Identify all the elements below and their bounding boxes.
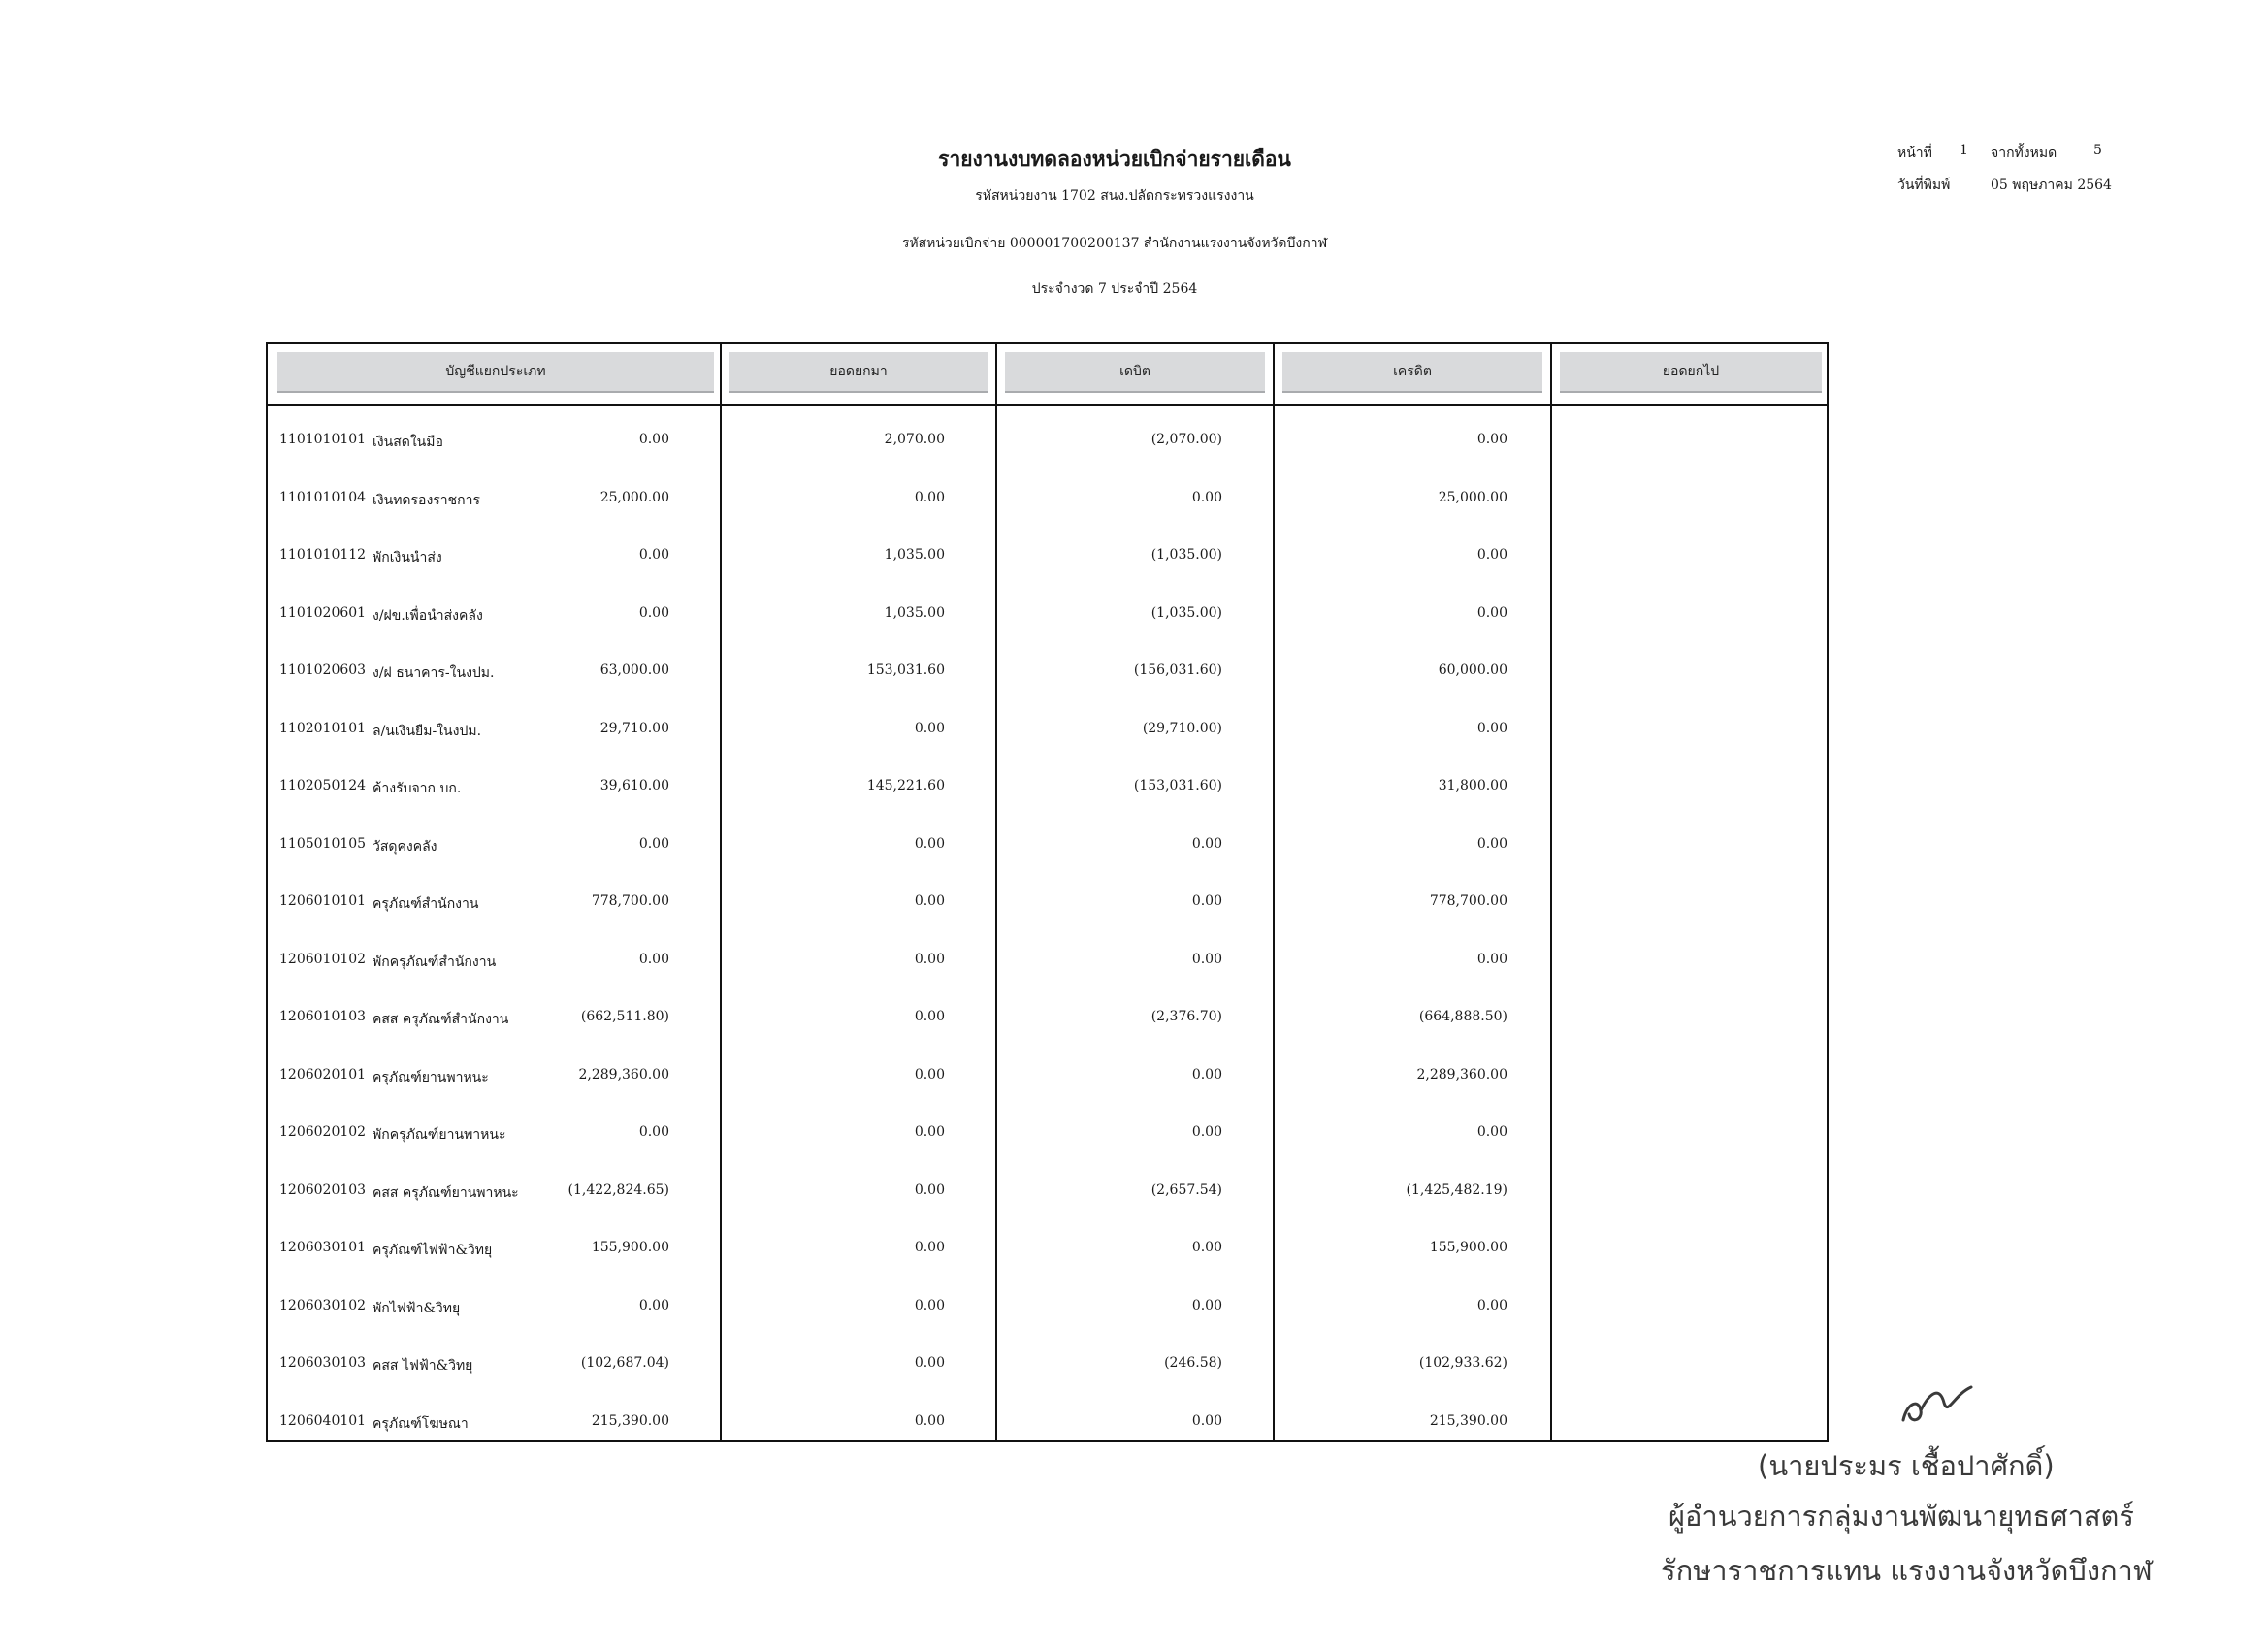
page-number: 1	[1960, 143, 1968, 158]
cell-carried-forward: 2,289,360.00	[1416, 1066, 1507, 1083]
cell-debit: 1,035.00	[884, 604, 945, 621]
disbursement-unit-line: รหัสหน่วยเบิกจ่าย 000001700200137 สำนักงานแรงงานจังหวัดบึงกาฬ	[901, 236, 1328, 251]
signatory-position: ผู้อำนวยการกลุ่มงานพัฒนายุทธศาสตร์	[1669, 1500, 2134, 1533]
account-name: ครุภัณฑ์ไฟฟ้า&วิทยุ	[373, 1243, 493, 1258]
account-code: 1206040101	[279, 1412, 367, 1429]
cell-brought-forward: 0.00	[638, 604, 669, 621]
cell-brought-forward: 63,000.00	[599, 663, 669, 678]
cell-credit: 0.00	[1191, 1297, 1222, 1313]
cell-brought-forward: 0.00	[638, 1297, 669, 1313]
cell-credit: 0.00	[1191, 1124, 1222, 1140]
cell-debit: 0.00	[914, 835, 945, 852]
table-row	[268, 836, 1827, 861]
handwritten-signature	[1897, 1381, 1975, 1430]
cell-debit: 1,035.00	[884, 547, 945, 563]
cell-carried-forward: 155,900.00	[1429, 1240, 1507, 1255]
cell-carried-forward: 0.00	[1476, 432, 1507, 447]
account-name: ค้างรับจาก บก.	[373, 781, 462, 796]
account-code: 1101020601	[279, 604, 367, 621]
cell-brought-forward: 155,900.00	[591, 1240, 669, 1255]
cell-carried-forward: (1,425,482.19)	[1406, 1181, 1507, 1198]
cell-credit: (29,710.00)	[1142, 720, 1222, 736]
account-code: 1101010101	[279, 432, 367, 447]
cell-carried-forward: (102,933.62)	[1418, 1355, 1507, 1371]
report-title: รายงานงบทดลองหน่วยเบิกจ่ายรายเดือน	[938, 146, 1291, 171]
cell-debit: 0.00	[914, 1009, 945, 1024]
total-pages-value: 5	[2093, 143, 2102, 158]
account-code: 1102010101	[279, 720, 367, 736]
cell-credit: (1,035.00)	[1150, 604, 1222, 621]
account-name: ครุภัณฑ์สำนักงาน	[373, 896, 479, 912]
account-name: ง/ฝข.เพื่อนำส่งคลัง	[373, 607, 483, 624]
table-row	[268, 605, 1827, 630]
column-header-credit: เครดิต	[1282, 352, 1542, 393]
account-code: 1206030102	[279, 1297, 367, 1313]
column-header-account: บัญชีแยกประเภท	[277, 352, 714, 393]
cell-debit: 0.00	[914, 1124, 945, 1140]
cell-brought-forward: 0.00	[638, 951, 669, 967]
cell-credit: (2,376.70)	[1150, 1009, 1222, 1024]
cell-credit: (153,031.60)	[1133, 778, 1222, 793]
cell-carried-forward: 778,700.00	[1429, 893, 1507, 909]
account-code: 1206030101	[279, 1240, 367, 1255]
cell-carried-forward: 215,390.00	[1429, 1412, 1507, 1429]
print-date-value: 05 พฤษภาคม 2564	[1991, 178, 2112, 193]
page-label: หน้าที่	[1897, 146, 1932, 161]
cell-credit: (2,070.00)	[1150, 432, 1222, 447]
account-name: ครุภัณฑ์ยานพาหนะ	[373, 1069, 489, 1085]
account-code: 1101010104	[279, 489, 367, 505]
cell-brought-forward: 0.00	[638, 432, 669, 447]
cell-brought-forward: (662,511.80)	[580, 1009, 669, 1024]
account-name: พักครุภัณฑ์สำนักงาน	[373, 954, 497, 970]
cell-brought-forward: 215,390.00	[591, 1412, 669, 1429]
cell-brought-forward: 0.00	[638, 835, 669, 852]
table-row	[268, 1355, 1827, 1380]
cell-carried-forward: 0.00	[1476, 835, 1507, 852]
total-pages-label: จากทั้งหมด	[1991, 146, 2057, 161]
account-name: คสส ครุภัณฑ์สำนักงาน	[373, 1012, 509, 1027]
table-row	[268, 893, 1827, 919]
cell-brought-forward: 0.00	[638, 1124, 669, 1140]
account-code: 1206010101	[279, 893, 367, 909]
account-code: 1206010103	[279, 1009, 367, 1024]
account-code: 1206030103	[279, 1355, 367, 1371]
cell-debit: 0.00	[914, 951, 945, 967]
cell-credit: 0.00	[1191, 489, 1222, 505]
account-name: เงินทดรองราชการ	[373, 492, 481, 508]
account-code: 1206020103	[279, 1181, 367, 1198]
account-name: คสส ไฟฟ้า&วิทยุ	[373, 1358, 473, 1374]
account-name: พักครุภัณฑ์ยานพาหนะ	[373, 1127, 506, 1143]
cell-carried-forward: 0.00	[1476, 1297, 1507, 1313]
account-name: พักเงินนำส่ง	[373, 550, 442, 566]
cell-credit: (1,035.00)	[1150, 547, 1222, 563]
cell-carried-forward: 25,000.00	[1438, 489, 1507, 505]
cell-carried-forward: 31,800.00	[1438, 778, 1507, 793]
cell-brought-forward: (1,422,824.65)	[567, 1181, 669, 1198]
account-code: 1206020102	[279, 1124, 367, 1140]
cell-credit: 0.00	[1191, 1240, 1222, 1255]
account-code: 1105010105	[279, 835, 367, 852]
cell-carried-forward: 0.00	[1476, 951, 1507, 967]
cell-brought-forward: 25,000.00	[599, 489, 669, 505]
cell-debit: 0.00	[914, 1297, 945, 1313]
cell-debit: 0.00	[914, 1181, 945, 1198]
cell-carried-forward: 0.00	[1476, 604, 1507, 621]
cell-brought-forward: 778,700.00	[591, 893, 669, 909]
signatory-name: (นายประมร เชื้อปาศักดิ์)	[1758, 1449, 2055, 1482]
cell-brought-forward: 0.00	[638, 547, 669, 563]
table-row	[268, 778, 1827, 803]
cell-debit: 2,070.00	[884, 432, 945, 447]
account-name: เงินสดในมือ	[373, 435, 443, 450]
cell-debit: 0.00	[914, 893, 945, 909]
agency-line: รหัสหน่วยงาน 1702 สนง.ปลัดกระทรวงแรงงาน	[975, 188, 1254, 204]
cell-credit: 0.00	[1191, 835, 1222, 852]
account-code: 1102050124	[279, 778, 367, 793]
trial-balance-table	[266, 342, 1829, 1442]
column-header-carried-forward: ยอดยกไป	[1560, 352, 1822, 393]
table-row	[268, 432, 1827, 457]
table-row	[268, 721, 1827, 746]
cell-credit: 0.00	[1191, 1066, 1222, 1083]
table-row	[268, 1009, 1827, 1034]
cell-debit: 0.00	[914, 1412, 945, 1429]
cell-debit: 0.00	[914, 1066, 945, 1083]
table-row	[268, 490, 1827, 515]
cell-brought-forward: 2,289,360.00	[578, 1066, 669, 1083]
cell-credit: 0.00	[1191, 1412, 1222, 1429]
cell-carried-forward: 0.00	[1476, 547, 1507, 563]
account-name: คสส ครุภัณฑ์ยานพาหนะ	[373, 1184, 519, 1201]
account-name: ครุภัณฑ์โฆษณา	[373, 1415, 469, 1432]
account-name: ง/ฝ ธนาคาร-ในงปม.	[373, 665, 495, 681]
cell-debit: 0.00	[914, 1355, 945, 1371]
table-row	[268, 952, 1827, 977]
period-line: ประจำงวด 7 ประจำปี 2564	[1031, 281, 1198, 297]
cell-credit: 0.00	[1191, 893, 1222, 909]
table-row	[268, 1298, 1827, 1323]
account-code: 1206010102	[279, 951, 367, 967]
table-row	[268, 547, 1827, 572]
cell-debit: 0.00	[914, 1240, 945, 1255]
account-name: พักไฟฟ้า&วิทยุ	[373, 1300, 461, 1316]
cell-carried-forward: 0.00	[1476, 1124, 1507, 1140]
cell-carried-forward: 60,000.00	[1438, 663, 1507, 678]
table-row	[268, 1413, 1827, 1439]
column-header-brought-forward: ยอดยกมา	[729, 352, 988, 393]
signatory-acting-title: รักษาราชการแทน แรงงานจังหวัดบึงกาฬ	[1661, 1554, 2153, 1587]
column-header-debit: เดบิต	[1005, 352, 1265, 393]
header-rule	[268, 404, 1827, 406]
account-name: ล/นเงินยืม-ในงปม.	[373, 723, 482, 739]
table-row	[268, 1182, 1827, 1208]
cell-carried-forward: (664,888.50)	[1418, 1009, 1507, 1024]
account-code: 1101020603	[279, 663, 367, 678]
cell-credit: (2,657.54)	[1150, 1181, 1222, 1198]
account-code: 1101010112	[279, 547, 367, 563]
table-row	[268, 1067, 1827, 1092]
cell-credit: (156,031.60)	[1133, 663, 1222, 678]
cell-debit: 0.00	[914, 489, 945, 505]
cell-credit: (246.58)	[1164, 1355, 1222, 1371]
table-row	[268, 1124, 1827, 1149]
cell-brought-forward: 29,710.00	[599, 720, 669, 736]
table-row	[268, 663, 1827, 688]
cell-credit: 0.00	[1191, 951, 1222, 967]
table-row	[268, 1240, 1827, 1265]
cell-debit: 153,031.60	[866, 663, 945, 678]
cell-brought-forward: 39,610.00	[599, 778, 669, 793]
cell-debit: 0.00	[914, 720, 945, 736]
account-code: 1206020101	[279, 1066, 367, 1083]
account-name: วัสดุคงคลัง	[373, 838, 437, 855]
print-date-label: วันที่พิมพ์	[1897, 178, 1951, 193]
cell-debit: 145,221.60	[866, 778, 945, 793]
cell-brought-forward: (102,687.04)	[580, 1355, 669, 1371]
cell-carried-forward: 0.00	[1476, 720, 1507, 736]
